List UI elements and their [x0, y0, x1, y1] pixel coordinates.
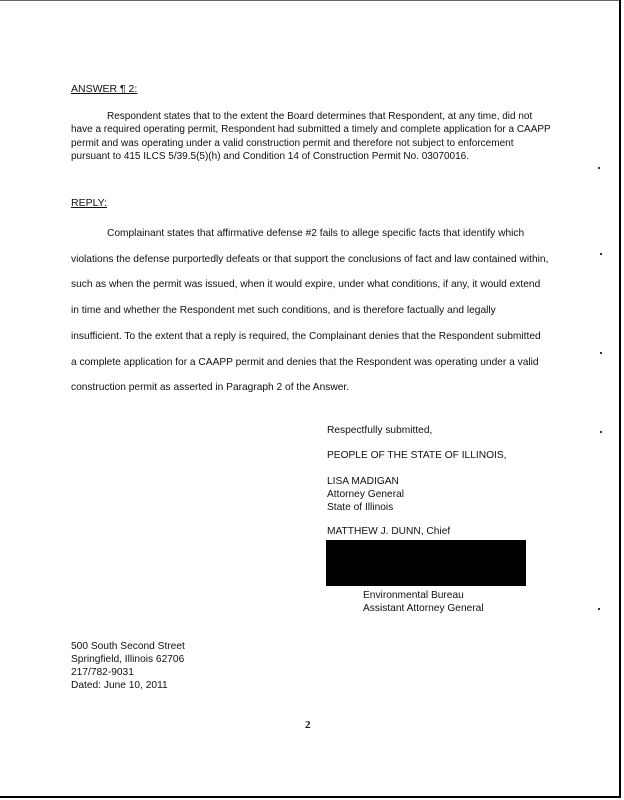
address-phone: 217/782-9031	[71, 667, 134, 678]
date-line: Dated: June 10, 2011	[71, 680, 168, 691]
redaction-block	[326, 540, 526, 586]
answer-heading: ANSWER ¶ 2:	[71, 83, 138, 95]
reply-heading: REPLY:	[71, 197, 107, 209]
address-city: Springfield, Illinois 62706	[71, 654, 185, 665]
reply-paragraph: Complainant states that affirmative defense #2 fails to allege specific facts that identify which violations the defense purportedly defeats or that support the conclusions of fact and law contained within, such as when the permit was issued, when it would expire, under what conditions, if any, it would extend in time and whether the Respondent met such conditions, and is therefore factually and legally insufficient. To the extent that a reply is required, the Complainant denies that the Respondent submitted a complete application for a CAAPP permit and denies that the Respondent was operating under a valid construction permit as asserted in Paragraph 2 of the Answer.	[71, 228, 549, 394]
scan-speck	[598, 167, 600, 169]
scan-speck	[600, 431, 602, 433]
address-street: 500 South Second Street	[71, 641, 185, 652]
scan-speck	[600, 253, 602, 255]
signature-bureau: Environmental Bureau	[363, 590, 464, 601]
scan-speck	[598, 608, 600, 610]
page-number: 2	[305, 719, 311, 731]
signature-ag-title: Attorney General	[327, 489, 405, 500]
signature-closing: Respectfully submitted,	[327, 425, 433, 436]
signature-party: PEOPLE OF THE STATE OF ILLINOIS,	[327, 450, 507, 461]
signature-ag-name: LISA MADIGAN	[327, 476, 399, 487]
signature-role: Assistant Attorney General	[363, 603, 484, 614]
page-edge-right	[619, 0, 621, 798]
signature-chief: MATTHEW J. DUNN, Chief	[327, 526, 451, 537]
answer-paragraph: Respondent states that to the extent the Board determines that Respondent, at any time, did not have a required operating permit, Respondent had submitted a timely and complete application for a CAAPP permit and was operating under a valid construction permit and therefore not subject to enforcement pursuant to 415 ILCS 5/39.5(5)(h) and Condition 14 of Construction Permit No. 03070016.	[71, 111, 551, 162]
signature-ag-state: State of Illinois	[327, 502, 394, 513]
page-edge-top	[0, 0, 621, 1]
scan-speck	[600, 352, 602, 354]
page-edge-bottom	[0, 796, 621, 798]
